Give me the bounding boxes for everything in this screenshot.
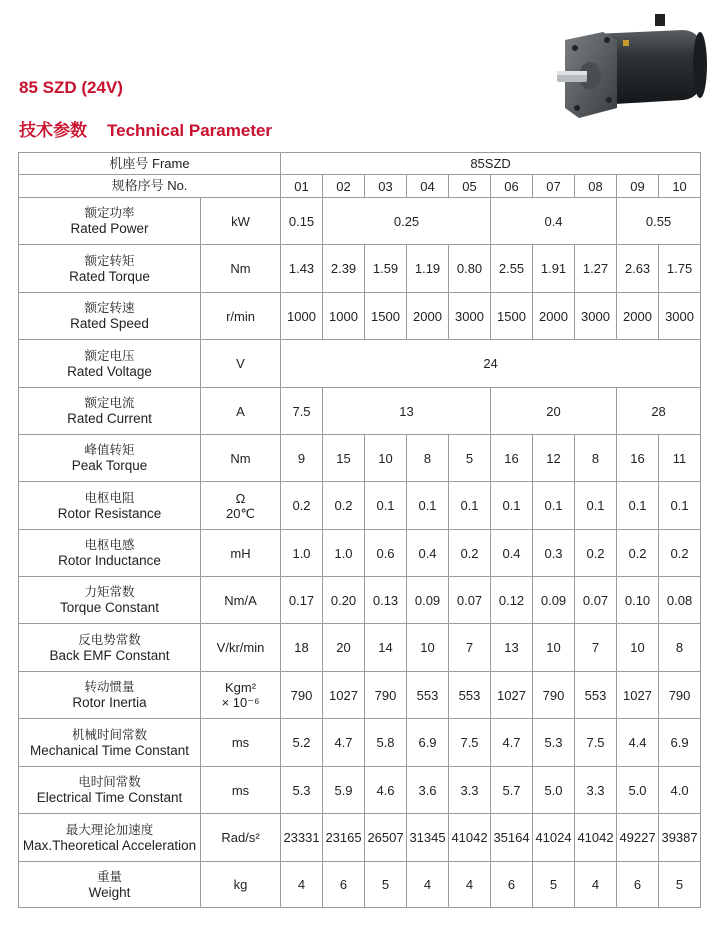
spec-no-cell: 01 [281,175,323,198]
value-cell: 6 [617,862,659,908]
param-name [19,577,201,624]
value-cell: 20 [491,388,617,435]
value-cell: 49227 [617,814,659,862]
param-unit [201,767,281,814]
value-cell: 1.0 [281,530,323,577]
value-cell: 6 [323,862,365,908]
param-unit-text: Nm/A [224,592,257,608]
value-cell: 0.15 [281,198,323,245]
value-cell: 7 [575,624,617,672]
spec-no-cell: 07 [533,175,575,198]
value-cell: 1.91 [533,245,575,293]
param-unit [201,198,281,245]
param-name-zh: 机械时间常数 [71,727,147,742]
value-cell: 0.4 [407,530,449,577]
param-name-zh: 转动惯量 [84,680,135,694]
value-cell: 1027 [491,672,533,719]
value-cell: 14 [365,624,407,672]
value-cell: 0.1 [575,482,617,530]
param-name-zh: 最大理论加速度 [65,822,154,837]
spec-no-cell: 02 [323,175,365,198]
param-unit [201,530,281,577]
param-unit-text: ms [231,735,250,750]
table-row [19,198,701,245]
spec-no-cell: 04 [407,175,449,198]
param-unit [201,672,281,719]
value-cell: 6.9 [659,719,701,767]
section-heading [19,116,272,141]
value-cell: 0.1 [491,482,533,530]
param-name-en: Torque Constant [59,600,160,615]
value-cell: 0.13 [365,577,407,624]
value-cell: 1027 [323,672,365,719]
param-unit [201,719,281,767]
value-cell: 0.2 [281,482,323,530]
value-cell: 0.25 [323,198,491,245]
value-cell: 24 [281,340,701,388]
table-row [19,340,701,388]
param-name-zh: 额定转矩 [84,253,135,268]
value-cell: 0.55 [617,198,701,245]
spec-no-cell: 03 [365,175,407,198]
value-cell: 6.9 [407,719,449,767]
value-cell: 0.3 [533,530,575,577]
param-name-zh: 重量 [96,869,122,884]
value-cell: 0.2 [449,530,491,577]
value-cell: 1.59 [365,245,407,293]
value-cell: 0.1 [659,482,701,530]
param-name-en: Rated Speed [70,316,149,331]
param-name-en: Max.Theoretical Acceleration [22,837,197,853]
value-cell: 5.0 [533,767,575,814]
value-cell: 8 [659,624,701,672]
param-name [19,862,201,908]
param-name [19,814,201,862]
value-cell: 0.17 [281,577,323,624]
param-name [19,530,201,577]
value-cell: 41024 [533,814,575,862]
value-cell: 0.2 [575,530,617,577]
value-cell: 3.3 [575,767,617,814]
value-cell: 11 [659,435,701,482]
table-row [19,814,701,862]
param-unit [201,482,281,530]
param-name-en: Rotor Inductance [58,553,161,568]
table-row [19,388,701,435]
frame-label: 机座号 Frame [19,153,281,175]
value-cell: 7.5 [575,719,617,767]
param-unit-text: V [236,356,245,371]
param-name-en: Rotor Resistance [57,505,162,521]
value-cell: 0.12 [491,577,533,624]
value-cell: 1.27 [575,245,617,293]
table-row [19,435,701,482]
param-unit [201,624,281,672]
value-cell: 4 [281,862,323,908]
param-unit-text: Ω [235,490,246,506]
table-row [19,672,701,719]
param-name [19,672,201,719]
spec-no-cell: 08 [575,175,617,198]
value-cell: 18 [281,624,323,672]
value-cell: 5.2 [281,719,323,767]
value-cell: 16 [617,435,659,482]
spec-table [18,152,701,908]
value-cell: 1500 [365,293,407,340]
value-cell: 1500 [491,293,533,340]
table-row [19,293,701,340]
param-name-en: Rated Power [70,221,149,236]
param-name-en: Weight [88,884,131,900]
value-cell: 5 [365,862,407,908]
table-row [19,767,701,814]
value-cell: 6 [491,862,533,908]
param-unit [201,862,281,908]
value-cell: 2.55 [491,245,533,293]
value-cell: 5 [449,435,491,482]
value-cell: 0.1 [407,482,449,530]
value-cell: 0.80 [449,245,491,293]
value-cell: 5.9 [323,767,365,814]
value-cell: 553 [449,672,491,719]
param-name [19,198,201,245]
value-cell: 3000 [659,293,701,340]
value-cell: 26507 [365,814,407,862]
value-cell: 10 [365,435,407,482]
spec-no-cell: 10 [659,175,701,198]
dc-motor-photo [555,10,710,125]
param-unit-text: A [236,403,245,419]
value-cell: 41042 [575,814,617,862]
value-cell: 0.1 [449,482,491,530]
value-cell: 4 [575,862,617,908]
product-title: 85 SZD (24V) [19,78,123,97]
value-cell: 20 [323,624,365,672]
value-cell: 4.7 [491,719,533,767]
value-cell: 0.10 [617,577,659,624]
value-cell: 1000 [281,293,323,340]
param-unit-text: Nm [230,450,251,466]
param-unit-text: mH [230,545,251,561]
param-name-zh: 电时间常数 [78,775,141,789]
param-unit-text: kg [233,877,248,892]
param-name-zh: 额定功率 [84,206,135,220]
value-cell: 790 [659,672,701,719]
param-unit-subtext: × 10⁻⁶ [221,695,260,710]
param-name-zh: 额定电压 [84,348,135,363]
value-cell: 8 [575,435,617,482]
value-cell: 2000 [407,293,449,340]
table-row [19,530,701,577]
value-cell: 41042 [449,814,491,862]
param-name [19,245,201,293]
value-cell: 23331 [281,814,323,862]
value-cell: 5 [659,862,701,908]
value-cell: 13 [491,624,533,672]
param-name-en: Mechanical Time Constant [29,742,190,758]
value-cell: 3.3 [449,767,491,814]
value-cell: 553 [407,672,449,719]
value-cell: 2.39 [323,245,365,293]
value-cell: 1.43 [281,245,323,293]
param-name [19,482,201,530]
value-cell: 0.07 [449,577,491,624]
value-cell: 4.6 [365,767,407,814]
table-row [19,719,701,767]
value-cell: 5.3 [281,767,323,814]
value-cell: 0.2 [617,530,659,577]
value-cell: 3000 [575,293,617,340]
value-cell: 1.0 [323,530,365,577]
param-unit-text: ms [231,782,250,798]
param-unit [201,577,281,624]
value-cell: 5 [533,862,575,908]
value-cell: 7.5 [449,719,491,767]
value-cell: 790 [281,672,323,719]
param-unit [201,388,281,435]
table-row [19,624,701,672]
param-name-en: Electrical Time Constant [36,790,183,805]
param-unit-text: Kgm² [224,680,257,695]
value-cell: 15 [323,435,365,482]
param-name-en: Back EMF Constant [49,647,170,663]
value-cell: 7.5 [281,388,323,435]
param-unit [201,435,281,482]
param-unit [201,814,281,862]
value-cell: 2000 [533,293,575,340]
value-cell: 0.2 [323,482,365,530]
value-cell: 4.0 [659,767,701,814]
value-cell: 0.1 [533,482,575,530]
value-cell: 13 [323,388,491,435]
value-cell: 4.4 [617,719,659,767]
param-name-en: Peak Torque [71,458,148,473]
param-name-zh: 峰值转矩 [84,443,135,457]
value-cell: 0.4 [491,198,617,245]
value-cell: 4 [407,862,449,908]
section-heading-zh: 技术参数 [19,121,87,141]
param-unit-text: kW [231,213,250,229]
param-name [19,340,201,388]
param-name [19,435,201,482]
table-row [19,577,701,624]
value-cell: 23165 [323,814,365,862]
value-cell: 35164 [491,814,533,862]
param-unit [201,293,281,340]
value-cell: 0.20 [323,577,365,624]
value-cell: 31345 [407,814,449,862]
param-unit [201,340,281,388]
param-name-zh: 额定转速 [84,301,135,315]
param-name [19,388,201,435]
value-cell: 1000 [323,293,365,340]
value-cell: 10 [533,624,575,672]
param-name [19,293,201,340]
value-cell: 0.2 [659,530,701,577]
param-unit-text: Nm [230,261,251,276]
value-cell: 5.0 [617,767,659,814]
spec-no-label: 规格序号 No. [19,175,281,198]
value-cell: 16 [491,435,533,482]
param-name-zh: 额定电流 [84,396,135,410]
param-unit-text: V/kr/min [216,640,265,655]
value-cell: 1.19 [407,245,449,293]
value-cell: 0.08 [659,577,701,624]
value-cell: 790 [365,672,407,719]
param-name-en: Rotor Inertia [72,695,147,710]
value-cell: 12 [533,435,575,482]
param-name [19,624,201,672]
param-unit-subtext: 20℃ [225,505,256,521]
param-name-en: Rated Voltage [67,363,152,379]
param-name-en: Rated Torque [69,268,150,284]
param-name [19,767,201,814]
value-cell: 5.8 [365,719,407,767]
value-cell: 5.3 [533,719,575,767]
value-cell: 9 [281,435,323,482]
spec-no-cell: 05 [449,175,491,198]
value-cell: 1.75 [659,245,701,293]
value-cell: 2000 [617,293,659,340]
param-unit-text: Rad/s² [221,830,260,845]
value-cell: 3000 [449,293,491,340]
param-name-zh: 电枢电感 [84,538,135,552]
param-name-zh: 反电势常数 [78,632,141,647]
value-cell: 7 [449,624,491,672]
value-cell: 3.6 [407,767,449,814]
spec-no-cell: 06 [491,175,533,198]
value-cell: 10 [617,624,659,672]
table-row [19,862,701,908]
value-cell: 4.7 [323,719,365,767]
section-heading-en: Technical Parameter [107,121,273,140]
value-cell: 10 [407,624,449,672]
table-row [19,482,701,530]
value-cell: 5.7 [491,767,533,814]
param-name-en: Rated Current [67,411,152,426]
param-unit-text: r/min [226,308,255,324]
param-unit [201,245,281,293]
param-name [19,719,201,767]
value-cell: 8 [407,435,449,482]
value-cell: 0.1 [365,482,407,530]
value-cell: 28 [617,388,701,435]
value-cell: 2.63 [617,245,659,293]
value-cell: 0.09 [407,577,449,624]
value-cell: 0.1 [617,482,659,530]
value-cell: 0.09 [533,577,575,624]
value-cell: 0.07 [575,577,617,624]
table-row [19,245,701,293]
value-cell: 4 [449,862,491,908]
value-cell: 0.6 [365,530,407,577]
frame-value: 85SZD [281,153,701,175]
value-cell: 1027 [617,672,659,719]
value-cell: 553 [575,672,617,719]
param-name-zh: 电枢电阻 [84,490,135,505]
value-cell: 0.4 [491,530,533,577]
value-cell: 790 [533,672,575,719]
spec-no-cell: 09 [617,175,659,198]
value-cell: 39387 [659,814,701,862]
param-name-zh: 力矩常数 [84,585,135,599]
